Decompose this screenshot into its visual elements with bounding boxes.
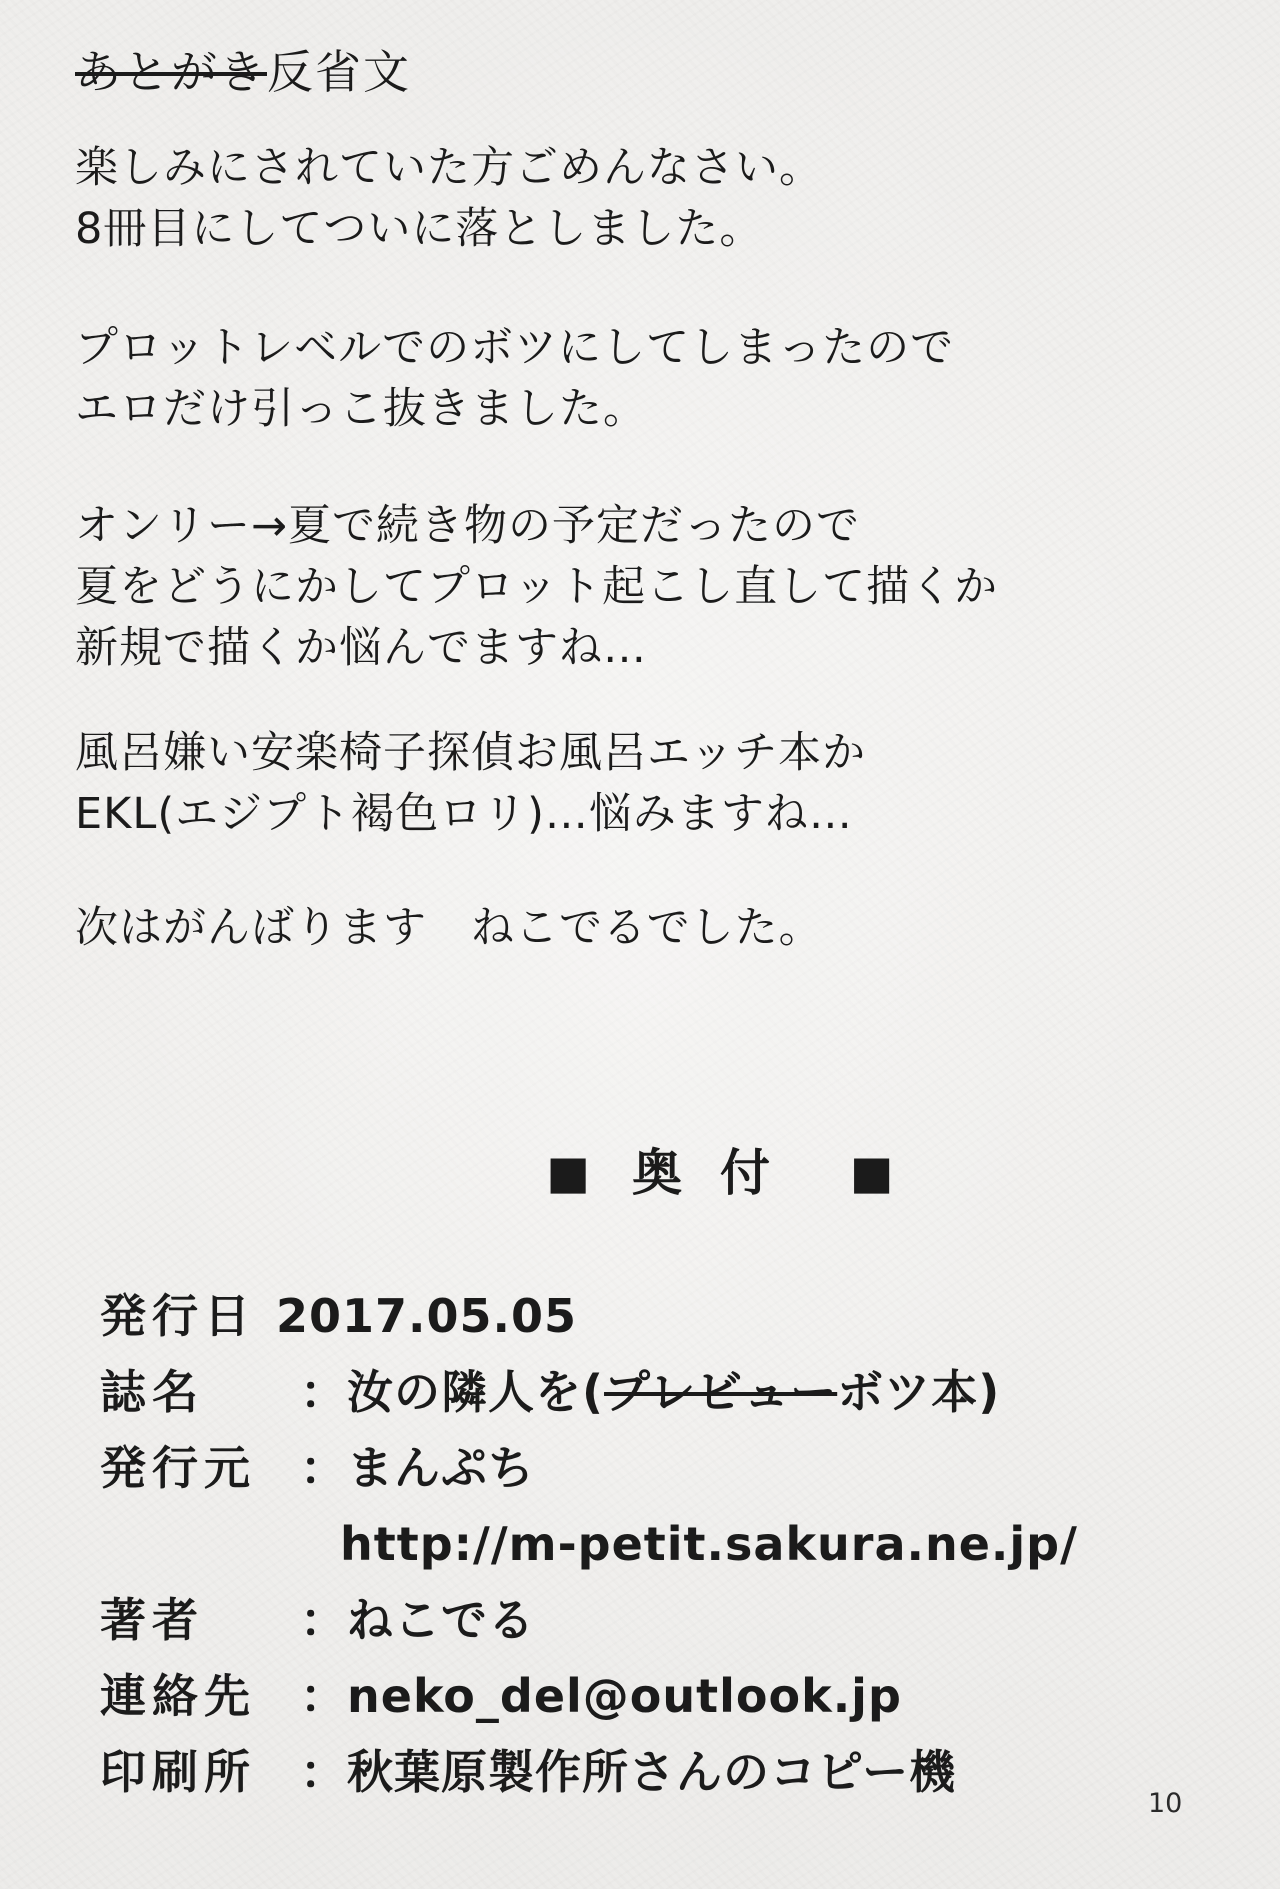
colophon-rows — [100, 1278, 1078, 1810]
afterword-line: 夏をどうにかしてプロット起こし直して描くか — [75, 562, 999, 612]
colophon-row-website — [100, 1506, 1078, 1582]
publisher-website-url: http://m-petit.sakura.ne.jp/ — [340, 1517, 1078, 1571]
afterword-title-struck-text: あとがき — [75, 45, 267, 99]
colophon-row-book-title — [100, 1354, 1078, 1430]
colophon-row-publisher — [100, 1430, 1078, 1506]
colophon-row-publish-date — [100, 1278, 1078, 1354]
black-square-icon: ■ — [850, 1145, 894, 1199]
afterword-line: 新規で描くか悩んでますね… — [75, 623, 647, 673]
afterword-paragraph — [75, 138, 823, 260]
afterword-line: エロだけ引っこ抜きました。 — [75, 384, 647, 434]
afterword-line: 楽しみにされていた方ごめんなさい。 — [75, 143, 823, 193]
row-value: ：neko_del@outlook.jp — [300, 1669, 902, 1723]
colophon-row-author — [100, 1582, 1078, 1658]
afterword-line: プロットレベルでのボツにしてしまったので — [75, 323, 955, 373]
afterword-line: EKL(エジプト褐色ロリ)…悩みますね… — [75, 789, 853, 839]
book-title-suffix: ボツ本) — [837, 1365, 1001, 1419]
row-value — [300, 1365, 1000, 1419]
row-label: 印刷所 — [100, 1745, 256, 1799]
row-value: 2017.05.05 — [276, 1289, 578, 1343]
afterword-line: オンリー→夏で続き物の予定だったので — [75, 501, 861, 551]
colophon-header-title: 奥付 — [632, 1144, 808, 1202]
page-number: 10 — [1148, 1788, 1183, 1819]
colophon-row-printer — [100, 1734, 1078, 1810]
row-value: ：秋葉原製作所さんのコピー機 — [300, 1745, 957, 1799]
book-title-struck-text: プレビュー — [604, 1365, 838, 1419]
afterword-title — [75, 36, 411, 102]
book-title-prefix: ：汝の隣人を( — [300, 1365, 605, 1419]
row-label: 発行日 — [100, 1289, 256, 1343]
afterword-title-rest-text: 反省文 — [267, 45, 411, 99]
row-label: 著者 — [100, 1593, 204, 1647]
row-label: 連絡先 — [100, 1669, 256, 1723]
row-value: ：まんぷち — [300, 1441, 535, 1495]
afterword-paragraph — [75, 496, 998, 679]
colophon-header — [0, 1133, 1280, 1205]
afterword-line: 8冊目にしてついに落としました。 — [75, 204, 764, 254]
colophon-row-contact — [100, 1658, 1078, 1734]
row-label: 発行元 — [100, 1441, 256, 1495]
row-value: ：ねこでる — [300, 1593, 535, 1647]
afterword-line: 風呂嫌い安楽椅子探偵お風呂エッチ本か — [75, 728, 867, 778]
black-square-icon: ■ — [546, 1145, 590, 1199]
afterword-line: 次はがんばります ねこでるでした。 — [75, 903, 823, 953]
afterword-paragraph — [75, 898, 823, 959]
afterword-paragraph — [75, 318, 954, 440]
row-label: 誌名 — [100, 1365, 204, 1419]
afterword-paragraph — [75, 723, 866, 845]
